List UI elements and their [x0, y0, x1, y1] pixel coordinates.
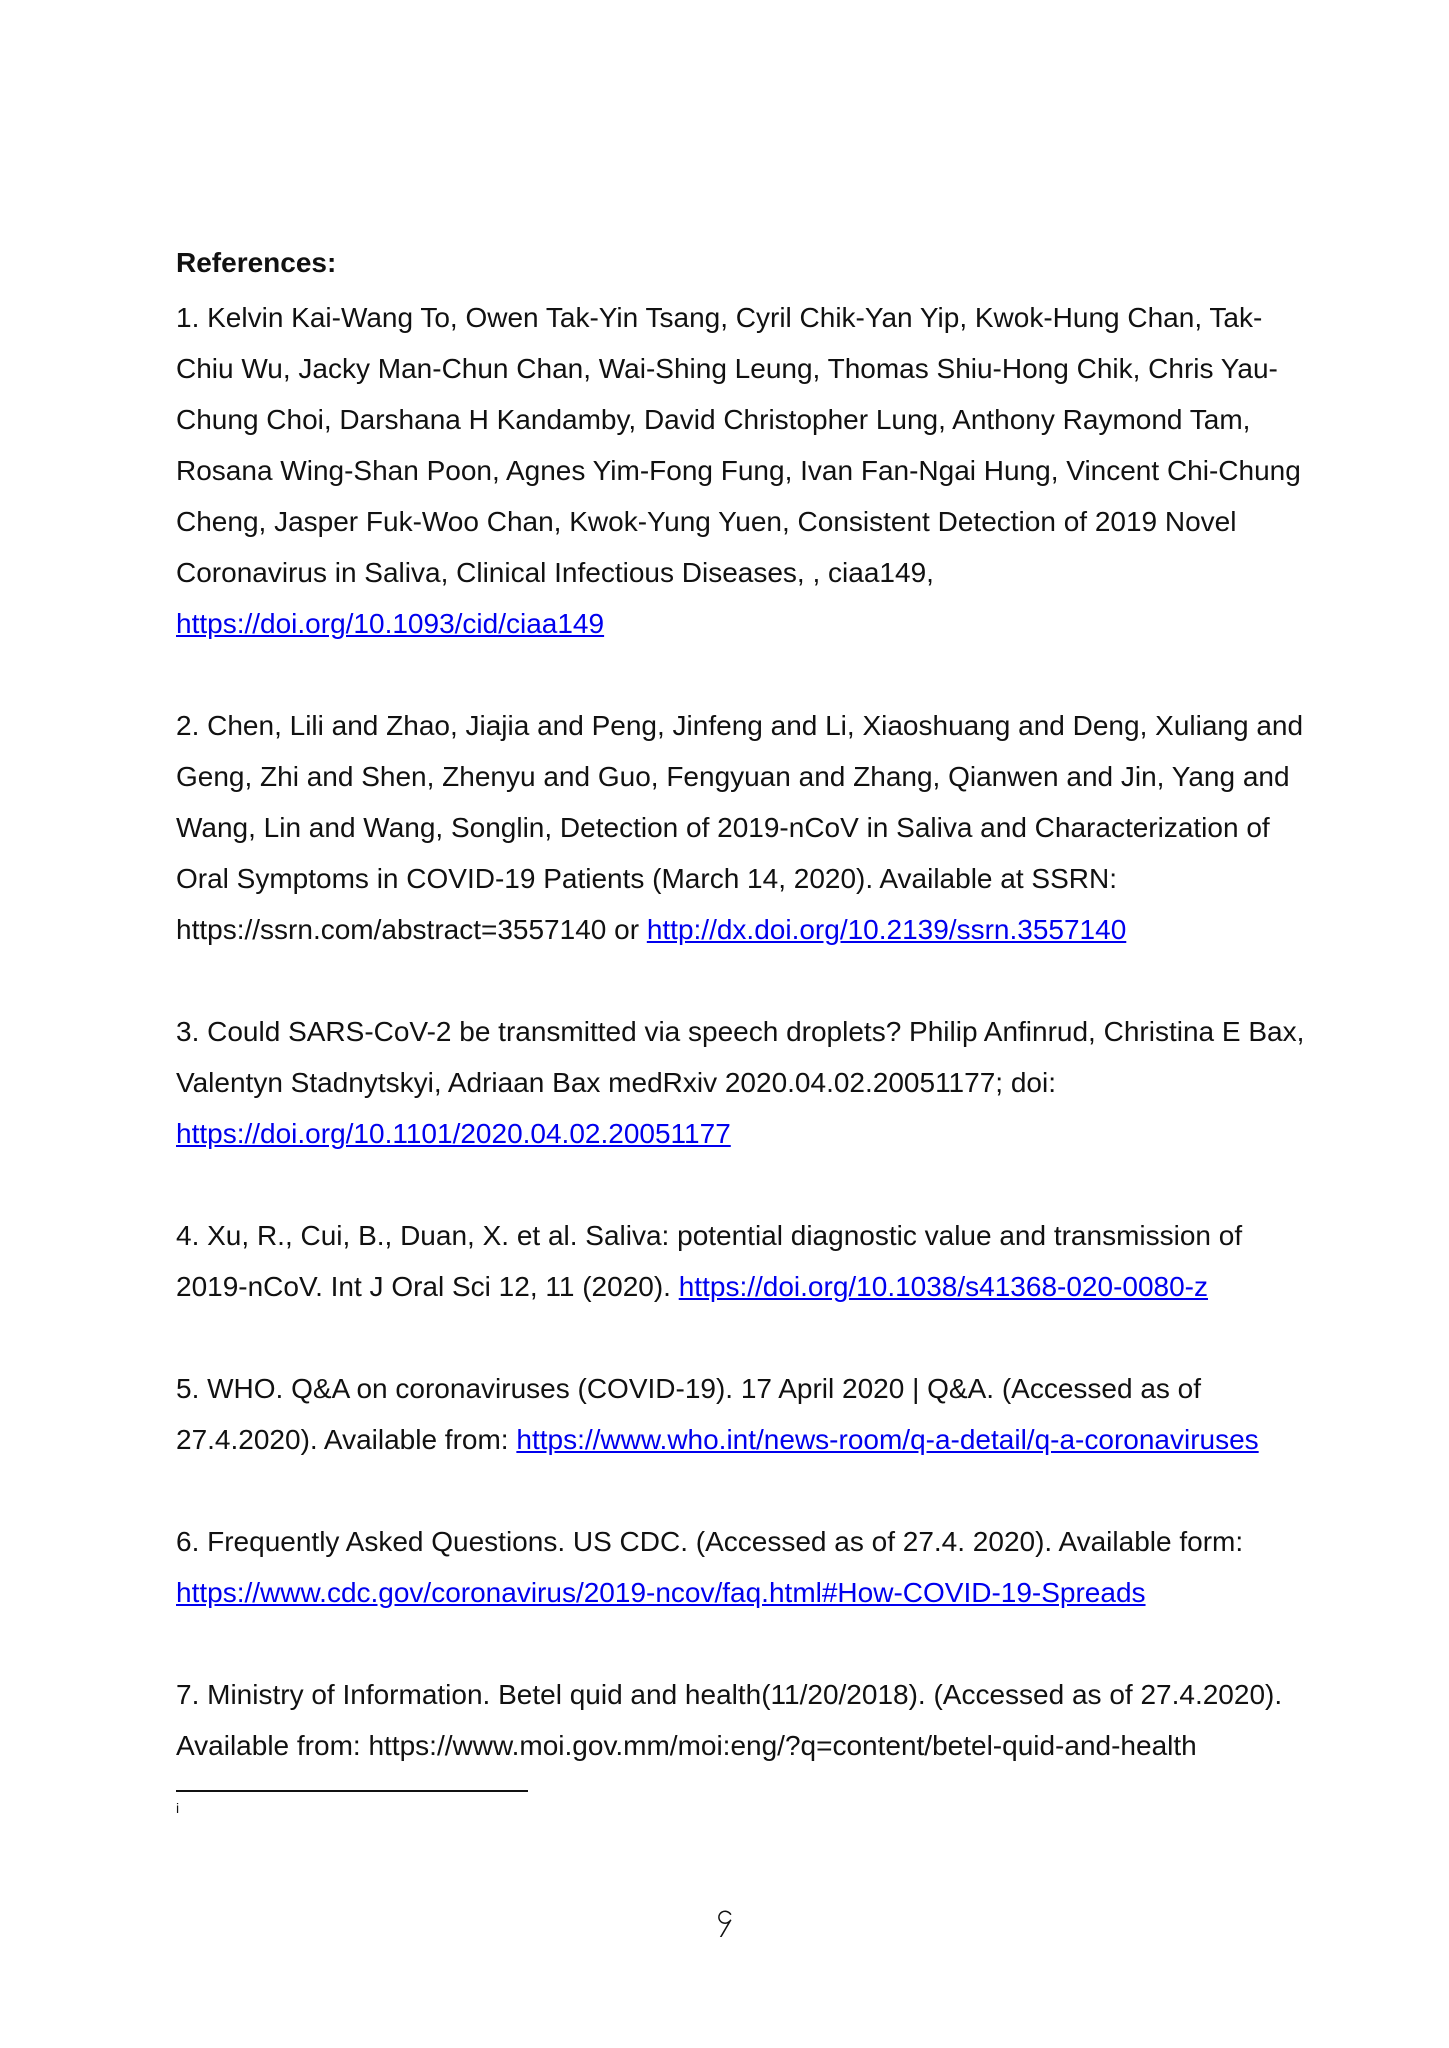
reference-link[interactable]: https://doi.org/10.1101/2020.04.02.20051177 [176, 1118, 731, 1149]
reference-text: 5. WHO. Q&A on coronaviruses (COVID-19). 17 April 2020 | Q&A. (Accessed as of 27.4.2020). Available from: [176, 1373, 1202, 1455]
reference-text: 3. Could SARS-CoV-2 be transmitted via speech droplets? Philip Anfinrud, Christina E Bax, Valentyn Stadnytskyi, Adriaan Bax medRxiv 2020.04.02.20051177; doi: [176, 1016, 1305, 1098]
footnote-divider [176, 1790, 528, 1792]
reference-item-2 [176, 700, 1316, 955]
reference-text: 7. Ministry of Information. Betel quid and health(11/20/2018). (Accessed as of 27.4.2020). Available from: https://www.moi.gov.mm/moi:eng/?q=content/betel-quid-and-health [176, 1679, 1283, 1761]
reference-link[interactable]: https://www.cdc.gov/coronavirus/2019-ncov/faq.html#How-COVID-19-Spreads [176, 1577, 1146, 1608]
reference-item-5 [176, 1363, 1316, 1465]
references-section [176, 240, 1316, 1771]
reference-item-6 [176, 1516, 1316, 1618]
reference-text: 1. Kelvin Kai-Wang To, Owen Tak-Yin Tsang, Cyril Chik-Yan Yip, Kwok-Hung Chan, Tak-Chiu Wu, Jacky Man-Chun Chan, Wai-Shing Leung, Thomas Shiu-Hong Chik, Chris Yau-Chung Choi, Darshana H Kandamby, David Christopher Lung, Anthony Raymond Tam, Rosana Wing-Shan Poon, Agnes Yim-Fong Fung, Ivan Fan-Ngai Hung, Vincent Chi-Chung Cheng, Jasper Fuk-Woo Chan, Kwok-Yung Yuen, Consistent Detection of 2019 Novel Coronavirus in Saliva, Clinical Infectious Diseases, , ciaa149, [176, 302, 1301, 588]
reference-link[interactable]: https://doi.org/10.1038/s41368-020-0080-z [678, 1271, 1208, 1302]
reference-item-4 [176, 1210, 1316, 1312]
reference-link[interactable]: https://doi.org/10.1093/cid/ciaa149 [176, 608, 605, 639]
reference-text: 4. Xu, R., Cui, B., Duan, X. et al. Saliva: potential diagnostic value and transmission of 2019-nCoV. Int J Oral Sci 12, 11 (2020). [176, 1220, 1243, 1302]
page-number: ၄ [716, 1897, 733, 1932]
footnote-mark: i [176, 1800, 180, 1816]
reference-link[interactable]: https://www.who.int/news-room/q-a-detail/q-a-coronaviruses [516, 1424, 1259, 1455]
references-heading: References: [176, 247, 337, 278]
reference-link[interactable]: http://dx.doi.org/10.2139/ssrn.3557140 [646, 914, 1127, 945]
reference-item-3 [176, 1006, 1316, 1159]
reference-text: 6. Frequently Asked Questions. US CDC. (Accessed as of 27.4. 2020). Available form: [176, 1526, 1244, 1557]
reference-item-7 [176, 1669, 1316, 1771]
reference-item-1 [176, 292, 1316, 649]
reference-text: 2. Chen, Lili and Zhao, Jiajia and Peng, Jinfeng and Li, Xiaoshuang and Deng, Xuliang and Geng, Zhi and Shen, Zhenyu and Guo, Fengyuan and Zhang, Qianwen and Jin, Yang and Wang, Lin and Wang, Songlin, Detection of 2019-nCoV in Saliva and Characterization of Oral Symptoms in COVID-19 Patients (March 14, 2020). Available at SSRN: https://ssrn.com/abstract=3557140 or [176, 710, 1304, 945]
